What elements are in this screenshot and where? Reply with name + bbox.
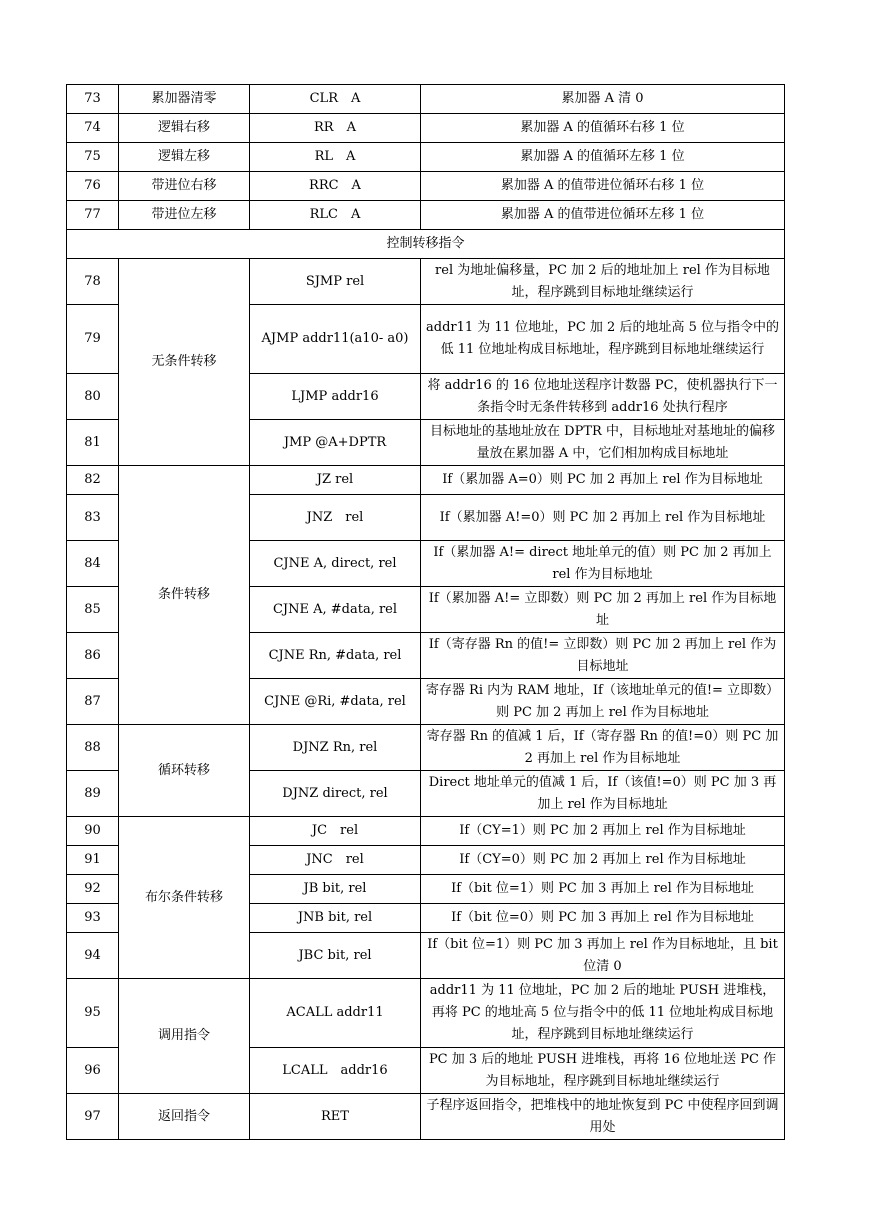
instruction-description: If（累加器 A!= 立即数）则 PC 加 2 再加上 rel 作为目标地址 — [421, 587, 785, 633]
row-number: 93 — [67, 904, 119, 933]
row-number: 85 — [67, 587, 119, 633]
instruction-mnemonic: LCALL addr16 — [250, 1048, 421, 1094]
instruction-category: 调用指令 — [119, 979, 250, 1094]
instruction-description: If（累加器 A=0）则 PC 加 2 再加上 rel 作为目标地址 — [421, 466, 785, 495]
row-number: 87 — [67, 679, 119, 725]
table-row — [67, 201, 785, 230]
instruction-mnemonic: RL A — [250, 143, 421, 172]
instruction-mnemonic: CJNE Rn, #data, rel — [250, 633, 421, 679]
row-number: 90 — [67, 817, 119, 846]
table-row — [67, 143, 785, 172]
instruction-table — [66, 84, 785, 1140]
instruction-mnemonic: CLR A — [250, 85, 421, 114]
instruction-mnemonic: CJNE @Ri, #data, rel — [250, 679, 421, 725]
row-number: 84 — [67, 541, 119, 587]
instruction-category: 带进位右移 — [119, 172, 250, 201]
instruction-mnemonic: RRC A — [250, 172, 421, 201]
row-number: 86 — [67, 633, 119, 679]
instruction-mnemonic: SJMP rel — [250, 259, 421, 305]
instruction-category: 带进位左移 — [119, 201, 250, 230]
section-header-row — [67, 230, 785, 259]
instruction-category: 无条件转移 — [119, 259, 250, 466]
table-row — [67, 259, 785, 305]
section-title: 控制转移指令 — [67, 230, 785, 259]
row-number: 92 — [67, 875, 119, 904]
instruction-description: If（累加器 A!=0）则 PC 加 2 再加上 rel 作为目标地址 — [421, 495, 785, 541]
row-number: 78 — [67, 259, 119, 305]
instruction-mnemonic: RLC A — [250, 201, 421, 230]
table-row — [67, 979, 785, 1048]
instruction-mnemonic: RR A — [250, 114, 421, 143]
table-row — [67, 114, 785, 143]
instruction-mnemonic: DJNZ Rn, rel — [250, 725, 421, 771]
instruction-mnemonic: AJMP addr11(a10- a0) — [250, 305, 421, 374]
row-number: 95 — [67, 979, 119, 1048]
row-number: 91 — [67, 846, 119, 875]
instruction-mnemonic: JB bit, rel — [250, 875, 421, 904]
instruction-description: addr11 为 11 位地址，PC 加 2 后的地址 PUSH 进堆栈，再将 PC 的地址高 5 位与指令中的低 11 位地址构成目标地址，程序跳到目标地址继续运行 — [421, 979, 785, 1048]
table-row — [67, 1094, 785, 1140]
row-number: 73 — [67, 85, 119, 114]
instruction-mnemonic: DJNZ direct, rel — [250, 771, 421, 817]
instruction-mnemonic: JC rel — [250, 817, 421, 846]
instruction-mnemonic: JBC bit, rel — [250, 933, 421, 979]
row-number: 77 — [67, 201, 119, 230]
instruction-mnemonic: JNB bit, rel — [250, 904, 421, 933]
instruction-description: If（bit 位=1）则 PC 加 3 再加上 rel 作为目标地址 — [421, 875, 785, 904]
table-row — [67, 172, 785, 201]
instruction-description: 寄存器 Rn 的值减 1 后，If（寄存器 Rn 的值!=0）则 PC 加 2 再加上 rel 作为目标地址 — [421, 725, 785, 771]
table-row — [67, 85, 785, 114]
row-number: 96 — [67, 1048, 119, 1094]
instruction-category: 循环转移 — [119, 725, 250, 817]
instruction-category: 逻辑左移 — [119, 143, 250, 172]
instruction-mnemonic: LJMP addr16 — [250, 374, 421, 420]
table-row — [67, 466, 785, 495]
instruction-category: 累加器清零 — [119, 85, 250, 114]
instruction-description: If（寄存器 Rn 的值!= 立即数）则 PC 加 2 再加上 rel 作为目标地址 — [421, 633, 785, 679]
instruction-mnemonic: JZ rel — [250, 466, 421, 495]
row-number: 80 — [67, 374, 119, 420]
row-number: 89 — [67, 771, 119, 817]
row-number: 94 — [67, 933, 119, 979]
table-row — [67, 817, 785, 846]
instruction-description: 子程序返回指令，把堆栈中的地址恢复到 PC 中使程序回到调用处 — [421, 1094, 785, 1140]
instruction-description: 将 addr16 的 16 位地址送程序计数器 PC，使机器执行下一条指令时无条件转移到 addr16 处执行程序 — [421, 374, 785, 420]
instruction-description: If（累加器 A!= direct 地址单元的值）则 PC 加 2 再加上 rel 作为目标地址 — [421, 541, 785, 587]
instruction-mnemonic: CJNE A, #data, rel — [250, 587, 421, 633]
row-number: 76 — [67, 172, 119, 201]
instruction-description: 累加器 A 的值循环右移 1 位 — [421, 114, 785, 143]
instruction-description: 累加器 A 清 0 — [421, 85, 785, 114]
table-row — [67, 725, 785, 771]
instruction-category: 条件转移 — [119, 466, 250, 725]
row-number: 83 — [67, 495, 119, 541]
instruction-description: 累加器 A 的值带进位循环左移 1 位 — [421, 201, 785, 230]
row-number: 75 — [67, 143, 119, 172]
instruction-description: 目标地址的基地址放在 DPTR 中，目标地址对基地址的偏移量放在累加器 A 中，它们相加构成目标地址 — [421, 420, 785, 466]
row-number: 82 — [67, 466, 119, 495]
instruction-description: 累加器 A 的值循环左移 1 位 — [421, 143, 785, 172]
row-number: 97 — [67, 1094, 119, 1140]
row-number: 88 — [67, 725, 119, 771]
instruction-table-body — [67, 85, 785, 1140]
instruction-category: 逻辑右移 — [119, 114, 250, 143]
instruction-description: If（bit 位=1）则 PC 加 3 再加上 rel 作为目标地址，且 bit 位清 0 — [421, 933, 785, 979]
instruction-description: If（CY=1）则 PC 加 2 再加上 rel 作为目标地址 — [421, 817, 785, 846]
instruction-description: If（bit 位=0）则 PC 加 3 再加上 rel 作为目标地址 — [421, 904, 785, 933]
instruction-description: 累加器 A 的值带进位循环右移 1 位 — [421, 172, 785, 201]
instruction-mnemonic: JNZ rel — [250, 495, 421, 541]
instruction-description: Direct 地址单元的值减 1 后，If（该值!=0）则 PC 加 3 再加上 rel 作为目标地址 — [421, 771, 785, 817]
instruction-description: If（CY=0）则 PC 加 2 再加上 rel 作为目标地址 — [421, 846, 785, 875]
instruction-mnemonic: RET — [250, 1094, 421, 1140]
instruction-mnemonic: JNC rel — [250, 846, 421, 875]
instruction-description: PC 加 3 后的地址 PUSH 进堆栈，再将 16 位地址送 PC 作为目标地址，程序跳到目标地址继续运行 — [421, 1048, 785, 1094]
row-number: 81 — [67, 420, 119, 466]
instruction-mnemonic: ACALL addr11 — [250, 979, 421, 1048]
instruction-mnemonic: CJNE A, direct, rel — [250, 541, 421, 587]
instruction-description: rel 为地址偏移量，PC 加 2 后的地址加上 rel 作为目标地址，程序跳到目标地址继续运行 — [421, 259, 785, 305]
instruction-category: 返回指令 — [119, 1094, 250, 1140]
instruction-mnemonic: JMP @A+DPTR — [250, 420, 421, 466]
instruction-description: 寄存器 Ri 内为 RAM 地址，If（该地址单元的值!= 立即数）则 PC 加 2 再加上 rel 作为目标地址 — [421, 679, 785, 725]
row-number: 79 — [67, 305, 119, 374]
row-number: 74 — [67, 114, 119, 143]
instruction-description: addr11 为 11 位地址，PC 加 2 后的地址高 5 位与指令中的低 11 位地址构成目标地址，程序跳到目标地址继续运行 — [421, 305, 785, 374]
instruction-category: 布尔条件转移 — [119, 817, 250, 979]
